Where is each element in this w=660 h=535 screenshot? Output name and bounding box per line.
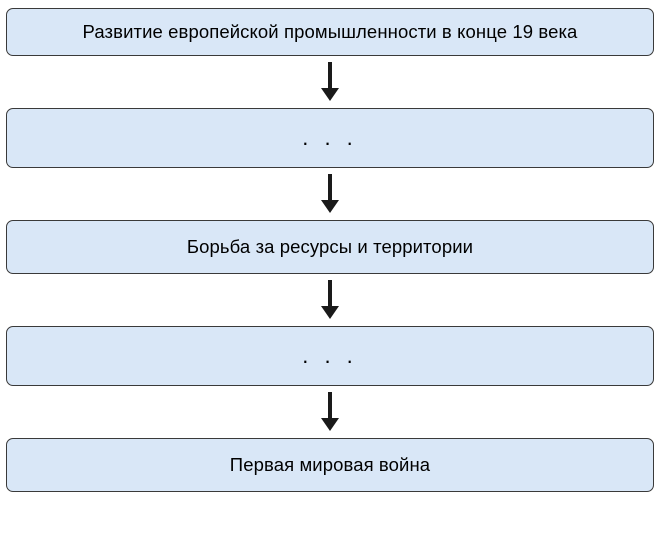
arrow-down-icon	[317, 174, 343, 214]
flow-node-label: . . .	[302, 125, 358, 150]
flow-node-label: Борьба за ресурсы и территории	[186, 236, 474, 257]
arrow-down-icon	[317, 392, 343, 432]
flow-connector-2	[317, 168, 343, 220]
flow-node-5[interactable]	[6, 438, 654, 492]
flow-node-label: Первая мировая война	[229, 454, 431, 475]
flow-node-2[interactable]	[6, 108, 654, 168]
flow-node-label: . . .	[302, 343, 358, 368]
flow-connector-4	[317, 386, 343, 438]
flow-node-1[interactable]	[6, 8, 654, 56]
flow-node-4[interactable]	[6, 326, 654, 386]
arrow-down-icon	[317, 62, 343, 102]
arrow-down-icon	[317, 280, 343, 320]
flow-node-label: Развитие европейской промышленности в конце 19 века	[82, 21, 578, 42]
flow-node-3[interactable]	[6, 220, 654, 274]
flow-connector-1	[317, 56, 343, 108]
flow-connector-3	[317, 274, 343, 326]
